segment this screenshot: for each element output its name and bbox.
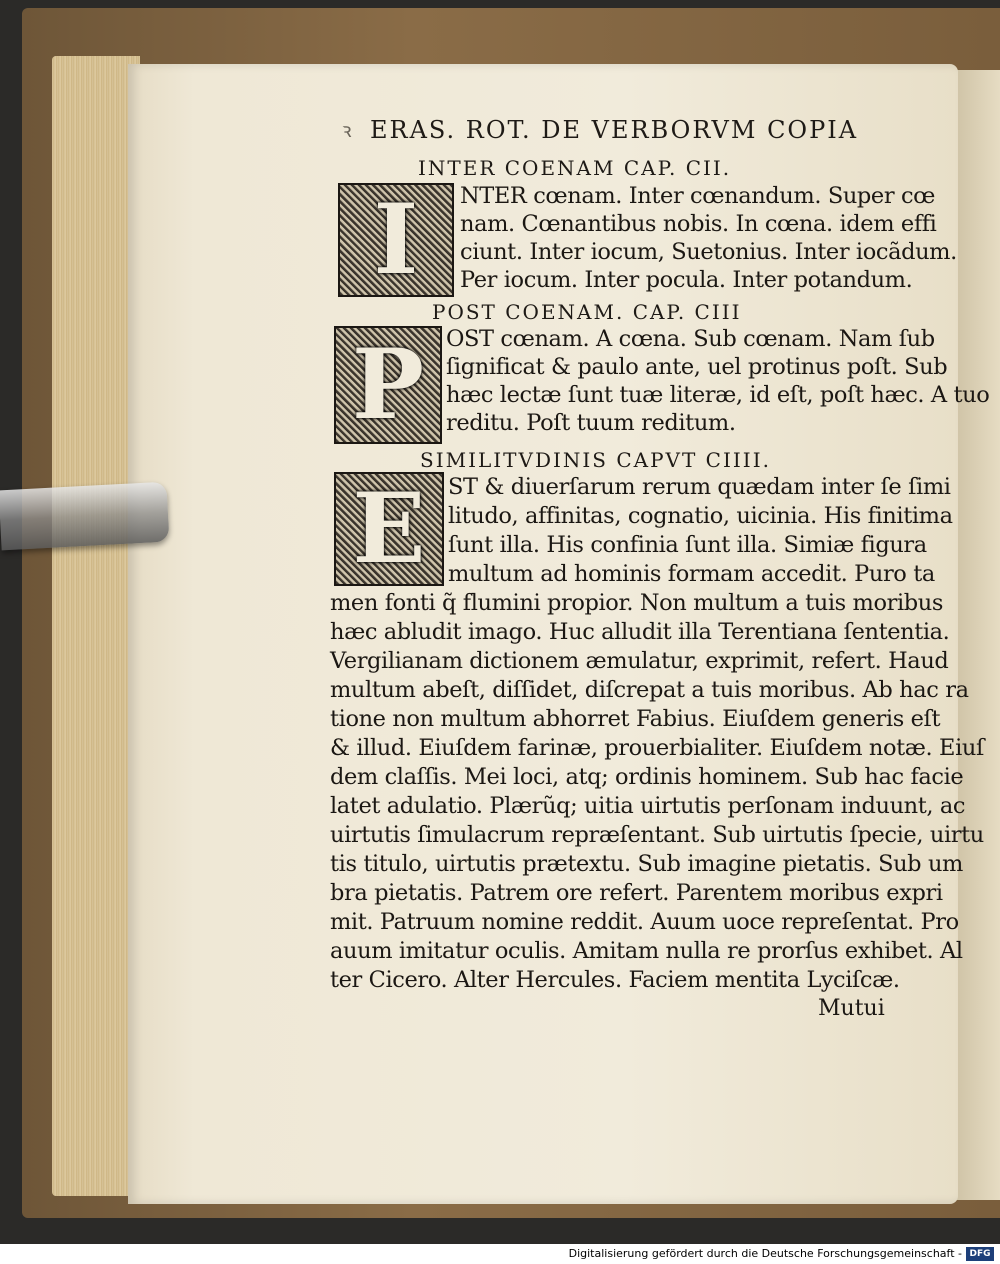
chapter-heading: INTER COENAM CAP. CII.: [418, 156, 732, 180]
header-mark: ꝛ: [342, 118, 354, 142]
text-line: Per iocum. Inter pocula. Inter potandum.: [460, 267, 913, 293]
text-line: dem claſſis. Mei loci, atq; ordinis hominem. Sub hac facie: [330, 764, 964, 790]
text-line: litudo, affinitas, cognatio, uicinia. His finitima: [448, 503, 953, 529]
text-line: tis titulo, uirtutis prætextu. Sub imagine pietatis. Sub um: [330, 851, 963, 877]
text-line: uirtutis ſimulacrum repræſentant. Sub uirtutis ſpecie, uirtu: [330, 822, 984, 848]
text-line: ſunt illa. His confinia ſunt illa. Simiæ figura: [448, 532, 927, 558]
facing-page-edge: [955, 70, 1000, 1200]
text-line: latet adulatio. Plærũq; uitia uirtutis perſonam induunt, ac: [330, 793, 966, 819]
text-line: hæc lectæ ſunt tuæ literæ, id eſt, poſt hæc. A tuo: [446, 382, 990, 408]
text-line: men fonti q̃ flumini propior. Non multum a tuis moribus: [330, 590, 944, 616]
chapter-heading: POST COENAM. CAP. CIII: [432, 300, 742, 324]
text-line: tione non multum abhorret Fabius. Eiuſdem generis eſt: [330, 706, 941, 732]
text-line: ciunt. Inter iocum, Suetonius. Inter iocãdum.: [460, 239, 957, 265]
decorated-initial: I: [338, 183, 454, 297]
text-line: ſignificat & paulo ante, uel protinus poſt. Sub: [446, 354, 948, 380]
catchword: Mutui: [818, 996, 885, 1021]
text-line: nam. Cœnantibus nobis. In cœna. idem effi: [460, 211, 937, 237]
text-line: OST cœnam. A cœna. Sub cœnam. Nam ſub: [446, 326, 935, 352]
text-line: Vergilianam dictionem æmulatur, exprimit, refert. Haud: [330, 648, 949, 674]
running-header: [342, 116, 859, 144]
text-line: reditu. Poſt tuum reditum.: [446, 410, 736, 436]
footer-bar: [0, 1244, 1000, 1264]
text-line: multum abeſt, diſſidet, diſcrepat a tuis moribus. Ab hac ra: [330, 677, 969, 703]
footer-credit: Digitalisierung gefördert durch die Deutsche Forschungsgemeinschaft -: [568, 1247, 962, 1260]
text-line: auum imitatur oculis. Amitam nulla re prorſus exhibet. Al: [330, 938, 963, 964]
text-line: bra pietatis. Patrem ore refert. Parentem moribus expri: [330, 880, 943, 906]
text-line: hæc abludit imago. Huc alludit illa Terentiana ſententia.: [330, 619, 950, 645]
decorated-initial: E: [334, 472, 444, 586]
decorated-initial: P: [334, 326, 442, 444]
glass-page-weight: [0, 482, 169, 551]
text-line: multum ad hominis formam accedit. Puro ta: [448, 561, 935, 587]
dfg-logo: DFG: [966, 1247, 994, 1261]
text-line: ter Cicero. Alter Hercules. Faciem mentita Lyciſcæ.: [330, 967, 900, 993]
text-line: ST & diuerſarum rerum quædam inter ſe ſimi: [448, 474, 951, 500]
text-line: mit. Patruum nomine reddit. Auum uoce repreſentat. Pro: [330, 909, 959, 935]
text-line: & illud. Eiuſdem farinæ, prouerbialiter. Eiuſdem notæ. Eiuſ: [330, 735, 984, 761]
page-edges: [52, 56, 140, 1196]
chapter-heading: SIMILITVDINIS CAPVT CIIII.: [420, 448, 771, 472]
text-line: NTER cœnam. Inter cœnandum. Super cœ: [460, 183, 936, 209]
header-title: ERAS. ROT. DE VERBORVM COPIA: [370, 116, 859, 144]
